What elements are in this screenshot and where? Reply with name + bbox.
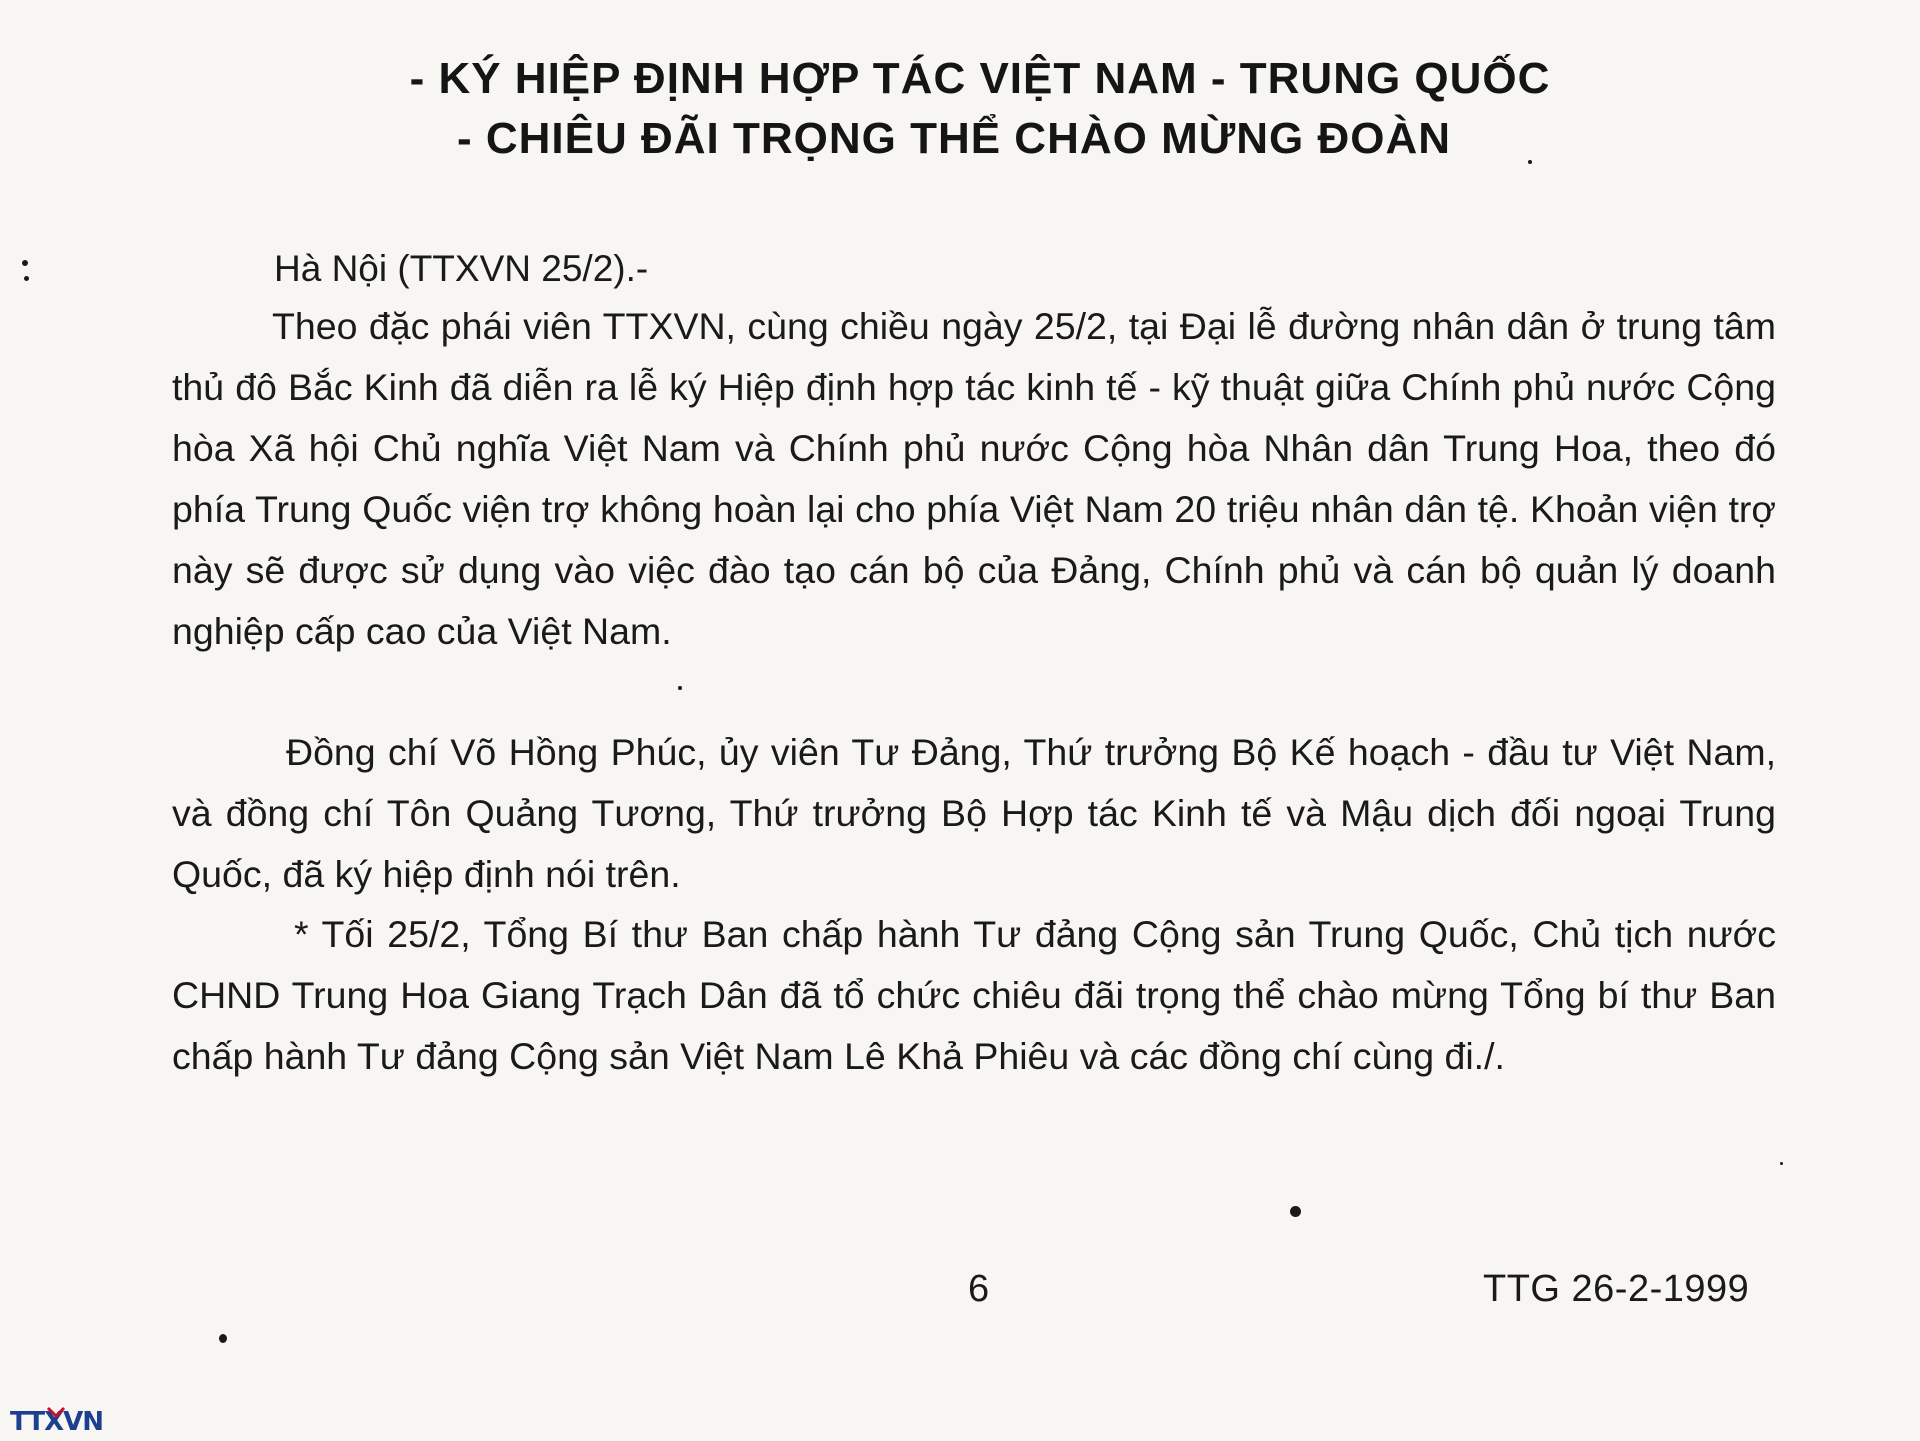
scan-speck <box>678 686 682 690</box>
scan-speck <box>1780 1162 1783 1165</box>
ttxvn-logo-graphic <box>8 1404 108 1436</box>
ttxvn-logo <box>8 1404 108 1436</box>
body-paragraph-2: Đồng chí Võ Hồng Phúc, ủy viên Tư Đảng, Thứ trưởng Bộ Kế hoạch - đầu tư Việt Nam, và đồng chí Tôn Quảng Tương, Thứ trưởng Bộ Hợp tác Kinh tế và Mậu dịch đối ngoại Trung Quốc, đã ký hiệp định nói trên. <box>172 731 1776 895</box>
scan-speck <box>1290 1206 1301 1217</box>
ttxvn-logo-text: TTXVN <box>10 1407 103 1436</box>
body-paragraph-1: Theo đặc phái viên TTXVN, cùng chiều ngày 25/2, tại Đại lễ đường nhân dân ở trung tâm thủ đô Bắc Kinh đã diễn ra lễ ký Hiệp định hợp tác kinh tế - kỹ thuật giữa Chính phủ nước Cộng hòa Xã hội Chủ nghĩa Việt Nam và Chính phủ nước Cộng hòa Nhân dân Trung Hoa, theo đó phía Trung Quốc viện trợ không hoàn lại cho phía Việt Nam 20 triệu nhân dân tệ. Khoản viện trợ này sẽ được sử dụng vào việc đào tạo cán bộ của Đảng, Chính phủ và cán bộ quản lý doanh nghiệp cấp cao của Việt Nam. <box>172 305 1776 652</box>
document-reference: TTG 26-2-1999 <box>1483 1268 1750 1310</box>
body-paragraph-3: * Tối 25/2, Tổng Bí thư Ban chấp hành Tư đảng Cộng sản Trung Quốc, Chủ tịch nước CHND Trung Hoa Giang Trạch Dân đã tổ chức chiêu đãi trọng thể chào mừng Tổng bí thư Ban chấp hành Tư đảng Cộng sản Việt Nam Lê Khả Phiêu và các đồng chí cùng đi./. <box>172 913 1776 1077</box>
headline-line-1: - KÝ HIỆP ĐỊNH HỢP TÁC VIỆT NAM - TRUNG QUỐC <box>409 54 1551 103</box>
scan-speck <box>219 1334 227 1343</box>
page-number: 6 <box>968 1268 990 1310</box>
dateline: Hà Nội (TTXVN 25/2).- <box>274 248 649 289</box>
scan-speck <box>24 276 29 281</box>
headline-line-2: - CHIÊU ĐÃI TRỌNG THỂ CHÀO MỪNG ĐOÀN <box>456 114 1452 163</box>
scan-speck <box>1528 160 1532 164</box>
scan-speck <box>22 260 28 266</box>
